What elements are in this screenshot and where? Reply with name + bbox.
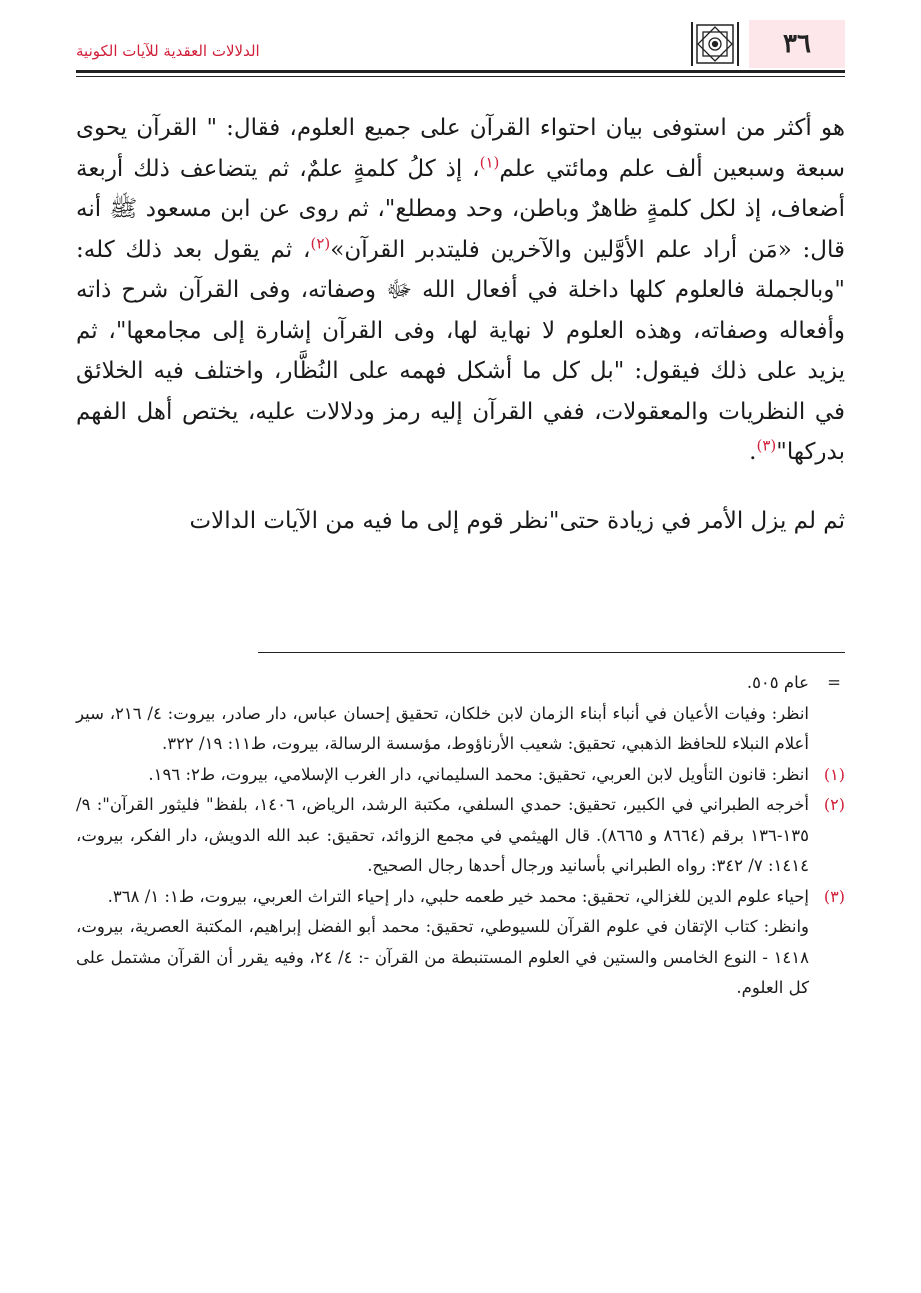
body-text-segment: هو أكثر من استوفى بيان احتواء القرآن على جميع العلوم، فقال: " القرآن يحوى سبعة وسبعين ألف علم ومائتي علم [76, 115, 845, 182]
body-paragraph: ثم لم يزل الأمر في زيادة حتى"نظر قوم إلى ما فيه من الآيات الدالات [189, 507, 845, 534]
footnote-text: عام ٥٠٥. [746, 673, 809, 692]
ornament-icon [689, 22, 741, 66]
footnote-number: (٢) [823, 795, 845, 814]
page-number [749, 20, 845, 68]
footnote-item [76, 790, 845, 882]
footnote-item [76, 882, 845, 913]
header-divider [76, 70, 845, 73]
running-title: الدلالات العقدية للآيات الكونية [76, 42, 260, 60]
header-divider-thin [76, 76, 845, 77]
page-number-text: ٣٦ [783, 29, 811, 59]
footnote-ref-1[interactable]: (١) [479, 152, 500, 171]
continuation-mark: = [827, 673, 841, 692]
body-text-segment: ، إذ كلُ كلمةٍ علمٌ، ثم يتضاعف ذلك أربعة أضعاف، إذ لكل كلمةٍ ظاهرٌ وباطن، وحد ومطلع"، ثم روى عن ابن مسعود ﷺ أنه قال: «مَن أراد علم الأوَّلين والآخرين فليتدبر القرآن» [76, 155, 846, 263]
footnote-number: (٣) [823, 886, 845, 906]
footnote-item [76, 760, 845, 791]
footnote-text: انظر: قانون التأويل لابن العربي، تحقيق: محمد السليماني، دار الغرب الإسلامي، بيروت، ط٢: ١٩٦. [148, 764, 809, 784]
footnote-continuation [76, 668, 845, 699]
footnote-ref-3[interactable]: (٣) [756, 436, 777, 455]
footnote-number: (١) [823, 764, 845, 784]
body-text-segment: ، ثم يقول بعد ذلك كله: "وبالجملة فالعلوم كلها داخلة في أفعال الله ﷻ وصفاته، وفى القرآن شرح ذاته وأفعاله وصفاته، وهذه العلوم لا نهاية لها، وفى القرآن إشارة إلى مجامعها"، ثم يزيد على ذلك فيقول: "بل كل ما أشكل فهمه على النُظَّار، واختلف فيه الخلائق في النظريات والمعقولات، ففي القرآن إليه رمز ودلالات عليه، يختص أهل الفهم بدركها" [76, 236, 845, 465]
footnote-text: وانظر: كتاب الإتقان في علوم القرآن للسيوطي، تحقيق: محمد أبو الفضل إبراهيم، المكتبة العصرية، بيروت، ١٤١٨ - النوع الخامس والستين في العلوم المستنبطة من القرآن -: ٤/ ٢٤، وفيه يقرر أن القرآن مشتمل على كل العلوم. [76, 917, 810, 997]
footnote-text: انظر: وفيات الأعيان في أنباء أبناء الزمان لابن خلكان، تحقيق إحسان عباس، دار صادر، بيروت: ٤/ ٢١٦، سير أعلام النبلاء للحافظ الذهبي، تحقيق: شعيب الأرناؤوط، مؤسسة الرسالة، بيروت، ط١١: ١٩/ ٣٢٢. [76, 703, 810, 753]
body-text-segment: . [749, 439, 757, 465]
page-header [76, 20, 845, 70]
footnote-ref-2[interactable]: (٢) [310, 233, 331, 252]
footnote-text: إحياء علوم الدين للغزالي، تحقيق: محمد خير طعمه حلبي، دار إحياء التراث العربي، بيروت، ط١: ١/ ٣٦٨. [107, 886, 809, 906]
footnote-divider [258, 652, 845, 653]
footnotes [76, 668, 845, 1004]
footnote-text: أخرجه الطبراني في الكبير، تحقيق: حمدي السلفي، مكتبة الرشد، الرياض، ١٤٠٦، بلفظ" فليثور القرآن": ٩/ ١٣٥-١٣٦ برقم (٨٦٦٤ و ٨٦٦٥). قال الهيثمي في مجمع الزوائد، تحقيق: عبد الله الدويش، دار الفكر، بيروت، ١٤١٤: ٧/ ٣٤٢: رواه الطبراني بأسانيد ورجال أحدها رجال الصحيح. [76, 795, 810, 875]
body-paragraph [76, 108, 845, 473]
body-text [76, 108, 845, 541]
